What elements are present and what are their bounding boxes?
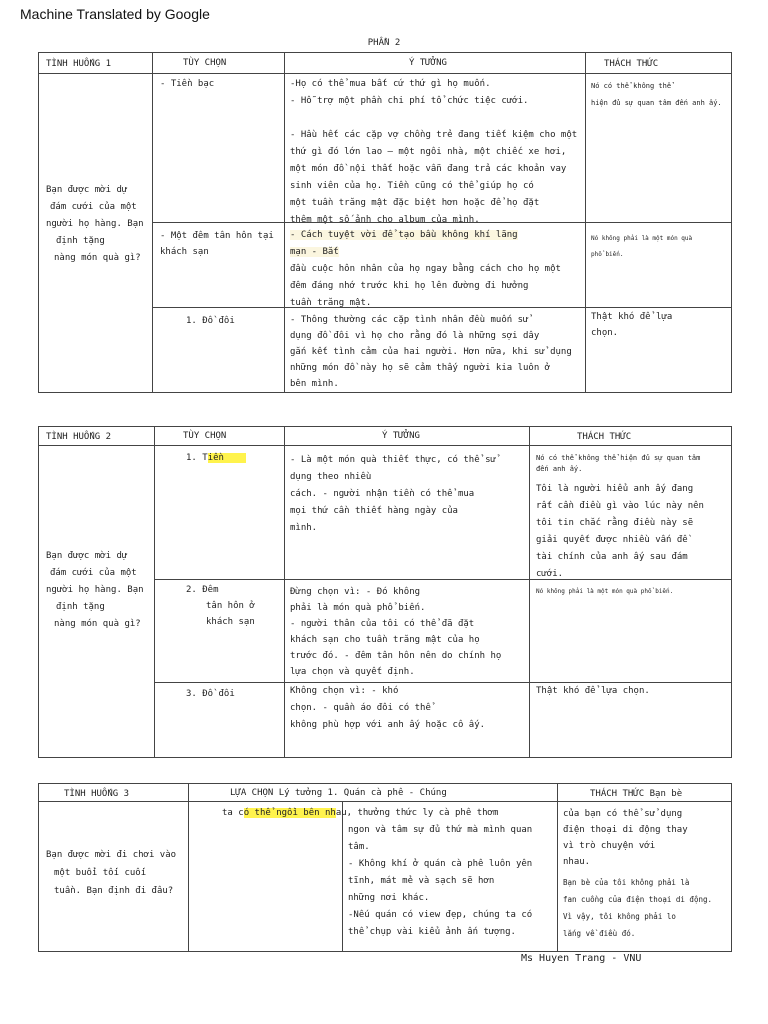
table-1-scenario: Bạn được mời dự đám cưới của một người họ hàng. Bạn định tặng nàng món quà gì? bbox=[46, 185, 144, 263]
table-2-option-hotel: 2. Đêm tân hôn ở khách sạn bbox=[186, 585, 255, 627]
table-2-idea-hotel: Đừng chọn vì: - Đó không phải là món quà phổ biến. - người thân của tôi có thể đã đặt khách sạn cho tuần trăng mật của họ trước đó. - đêm tân hôn nên do chính họ lựa chọn và quyết định. bbox=[290, 587, 502, 677]
table-2-idea-couple-items: Không chọn vì: - khó chọn. - quần áo đôi có thể không phù hợp với anh ấy hoặc cô ấy. bbox=[290, 686, 486, 730]
table-2-scenario: Bạn được mời dự đám cưới của một người họ hàng. Bạn định tặng nàng món quà gì? bbox=[46, 551, 144, 629]
table-2-option-couple-items: 3. Đồ đôi bbox=[186, 689, 235, 699]
table-2-option-money: 1. Tiền bbox=[186, 450, 246, 466]
table-3-challenge-answer: Bạn bè của tôi không phải là fan cuồng của điện thoại di động. Vì vậy, tôi không phải lo lắng về điều đó. bbox=[563, 878, 713, 938]
table-1-option-money: - Tiền bạc bbox=[160, 79, 215, 89]
table-1-challenge-hotel: Nó không phải là một món quà phổ biến. bbox=[591, 235, 693, 258]
author-signature: Ms Huyen Trang - VNU bbox=[521, 953, 642, 964]
table-3-challenge: của bạn có thể sử dụng điện thoại di động thay vì trò chuyện với nhau. bbox=[563, 809, 688, 867]
table-1-header-scenario: TÌNH HUỐNG 1 bbox=[46, 59, 112, 69]
table-3-idea: ngon và tâm sự đủ thứ mà mình quan tâm. - Không khí ở quán cà phê luôn yên tĩnh, mát mẻ và sạch sẽ hơn những nơi khác. -Nếu quán có view đẹp, chúng ta có thể chụp vài kiểu ảnh ấn tượng. bbox=[348, 825, 533, 937]
table-3-idea-first-line: ta có thể ngồi bên nhau, thưởng thức ly cà phê thơm bbox=[222, 808, 499, 818]
table-2-challenge-money: Tôi là người hiểu anh ấy đang rất cần điều gì vào lúc này nên tôi tin chắc rằng điều này sẽ giải quyết được nhiều vấn đề tài chính của anh ấy sau đám cưới. bbox=[536, 484, 704, 579]
table-1-idea-money: -Họ có thể mua bất cứ thứ gì họ muốn. - Hỗ trợ một phần chi phí tổ chức tiệc cưới. - Hầu hết các cặp vợ chồng trẻ đang tiết kiệm cho một thứ gì đó lớn lao – một ngôi nhà, một chiếc xe hơi, một món đồ nội thất hoặc vẫn đang trả các khoản vay sinh viên của họ. Tiền cũng có thể giúp họ có một tuần trăng mật đặc biệt hơn hoặc để họ đặt thêm một số ảnh cho album của mình. bbox=[290, 79, 578, 225]
table-2-header-challenge: THÁCH THỨC bbox=[577, 432, 632, 442]
table-1-idea-couple-items: - Thông thường các cặp tình nhân đều muốn sử dụng đồ đôi vì họ cho rằng đó là những sợi dây gắn kết tình cảm của hai người. Hơn nữa, khi sử dụng những món đồ này họ sẽ cảm thấy người kia luôn ở bên mình. bbox=[290, 315, 572, 389]
table-2-challenge-couple-items: Thật khó để lựa chọn. bbox=[536, 686, 650, 696]
table-2-header-option: TÙY CHỌN bbox=[183, 431, 227, 441]
table-3-header-option: LỰA CHỌN Lý tưởng 1. Quán cà phê - Chúng bbox=[230, 788, 447, 798]
table-1-header-challenge: THÁCH THỨC bbox=[604, 59, 659, 69]
table-3-header-challenge: THÁCH THỨC Bạn bè bbox=[590, 789, 683, 799]
translation-banner: Machine Translated by Google bbox=[20, 6, 210, 22]
table-1-option-hotel: - Một đêm tân hôn tại khách sạn bbox=[160, 231, 274, 257]
table-2-header-scenario: TÌNH HUỐNG 2 bbox=[46, 432, 112, 442]
table-2-header-idea: Ý TƯỞNG bbox=[382, 431, 420, 441]
table-1-challenge-money: Nó có thể không thể hiện đủ sự quan tâm đến anh ấy. bbox=[591, 82, 722, 107]
table-1-challenge-couple-items: Thật khó để lựa chọn. bbox=[591, 312, 673, 338]
table-2-challenge-money-note: Nó có thể không thể hiện đủ sự quan tâm đến anh ấy. bbox=[536, 454, 701, 473]
table-1-option-couple-items: 1. Đồ đôi bbox=[186, 316, 235, 326]
table-1-header-option: TÙY CHỌN bbox=[183, 58, 227, 68]
table-2-challenge-hotel: Nó không phải là một món quà phổ biến. bbox=[536, 588, 674, 595]
part-heading: PHẦN 2 bbox=[367, 38, 401, 48]
table-2-idea-money: - Là một món quà thiết thực, có thể sử dụng theo nhiều cách. - người nhận tiền có thể mua mọi thứ cần thiết hàng ngày của mình. bbox=[290, 455, 496, 533]
table-1-header-idea: Ý TƯỞNG bbox=[409, 58, 447, 68]
table-3-scenario: Bạn được mời đi chơi vào một buổi tối cuối tuần. Bạn định đi đâu? bbox=[46, 850, 177, 896]
table-1-idea-hotel: - Cách tuyệt vời để tạo bầu không khí lãng mạn - Bắt đầu cuộc hôn nhân của họ ngay bằng cách cho họ một đêm đáng nhớ trước khi họ lên đường đi hưởng tuần trăng mật. bbox=[290, 230, 561, 308]
table-3-header-scenario: TÌNH HUỐNG 3 bbox=[64, 789, 130, 799]
